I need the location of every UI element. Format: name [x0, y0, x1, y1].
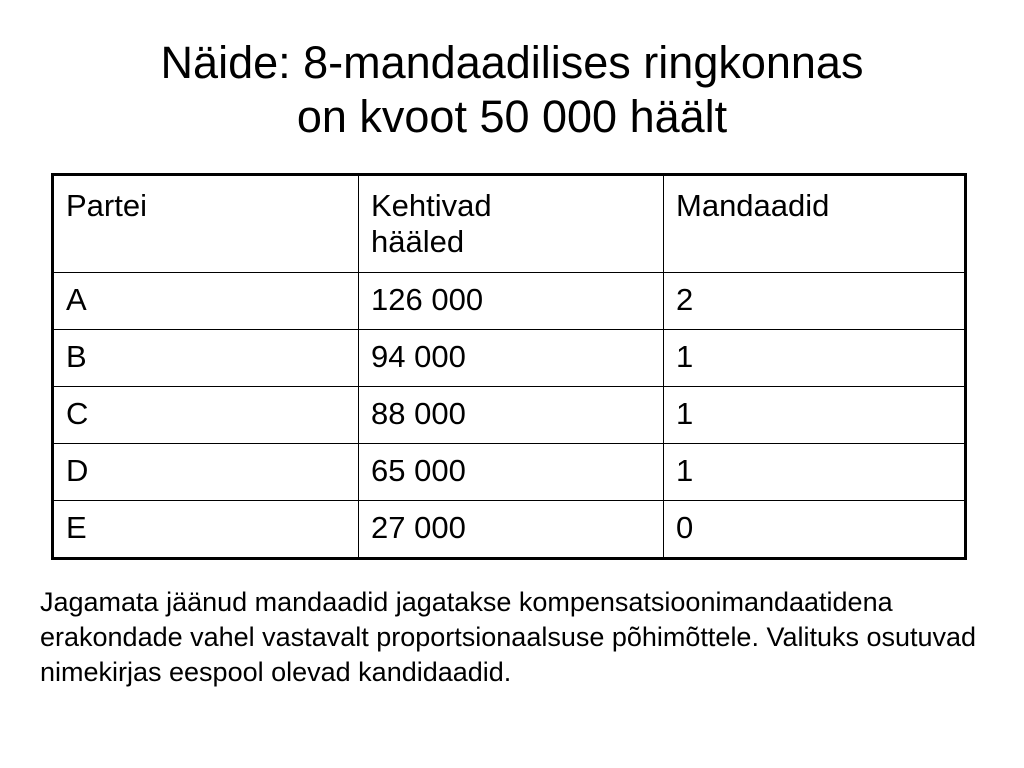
- cell-valid-votes: 88 000: [359, 387, 664, 444]
- slide-title-line-2: on kvoot 50 000 häält: [296, 91, 728, 142]
- header-seats: Mandaadid: [664, 175, 966, 273]
- cell-party: C: [53, 387, 359, 444]
- cell-valid-votes: 126 000: [359, 273, 664, 330]
- results-table: [51, 173, 967, 560]
- cell-party: A: [53, 273, 359, 330]
- footer-note: Jagamata jäänud mandaadid jagatakse kompensatsioonimandaatidena erakondade vahel vastavalt proportsionaalsuse põhimõttele. Valituks osutuvad nimekirjas eespool olevad kandidaadid.: [40, 587, 977, 687]
- table-row: [53, 501, 966, 559]
- cell-seats: 1: [664, 444, 966, 501]
- table-row: [53, 387, 966, 444]
- cell-valid-votes: 94 000: [359, 330, 664, 387]
- header-party: Partei: [53, 175, 359, 273]
- table-row: [53, 273, 966, 330]
- cell-party: E: [53, 501, 359, 559]
- table-header-row: [53, 175, 966, 273]
- table-row: [53, 444, 966, 501]
- table-row: [53, 330, 966, 387]
- cell-seats: 1: [664, 387, 966, 444]
- slide-title-line-1: Näide: 8-mandaadilises ringkonnas: [160, 37, 864, 88]
- header-valid-votes: [359, 175, 664, 273]
- cell-valid-votes: 27 000: [359, 501, 664, 559]
- header-valid-votes-label: Kehtivad hääled: [371, 188, 492, 259]
- cell-seats: 0: [664, 501, 966, 559]
- slide-title: [0, 36, 1024, 144]
- cell-valid-votes: 65 000: [359, 444, 664, 501]
- cell-seats: 1: [664, 330, 966, 387]
- cell-seats: 2: [664, 273, 966, 330]
- cell-party: D: [53, 444, 359, 501]
- cell-party: B: [53, 330, 359, 387]
